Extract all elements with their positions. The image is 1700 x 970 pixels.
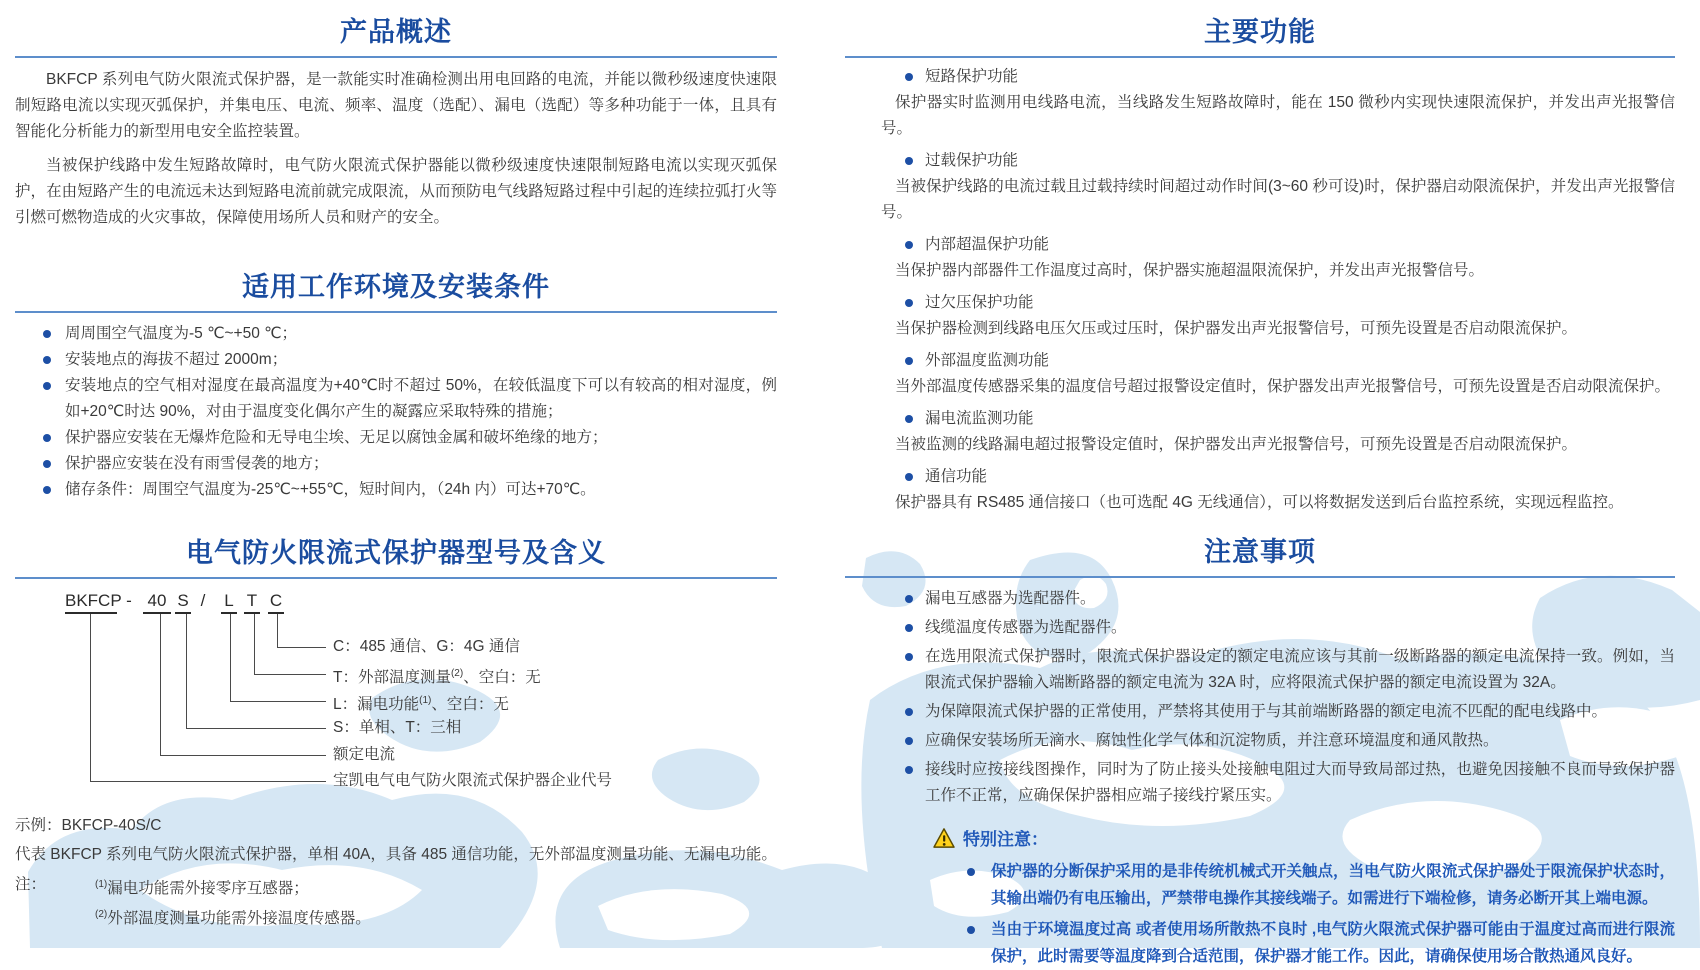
special-bullet-list <box>845 858 1675 970</box>
list-item: 线缆温度传感器为选配器件。 <box>845 615 1675 641</box>
function-list <box>845 64 1675 516</box>
model-code-part: L <box>221 591 237 614</box>
model-code-label: 宝凯电气电气防火限流式保护器企业代号 <box>333 772 613 789</box>
note-label: 注： <box>15 876 47 893</box>
title-underline <box>15 311 777 313</box>
title-underline <box>15 56 777 58</box>
model-example: 示例：BKFCP-40S/C <box>15 817 162 834</box>
list-item: 接线时应按接线图操作，同时为了防止接头处接触电阻过大而导致局部过热，也避免因接触不良而导致保护器工作不正常，应确保保护器相应端子接线拧紧压实。 <box>845 757 1675 809</box>
section-title-environment: 适用工作环境及安装条件 <box>242 272 550 302</box>
model-code-label: L：漏电功能$^{(1)}$、空白：无 <box>333 695 509 714</box>
list-item: 漏电互感器为选配器件。 <box>845 586 1675 612</box>
model-code-part: T <box>244 591 260 614</box>
note-item: $^{(1)}$漏电功能需外接零序互感器； <box>95 879 309 898</box>
function-name: 漏电流监测功能 <box>845 406 1675 432</box>
page-right <box>845 0 1675 970</box>
title-underline <box>845 576 1675 578</box>
list-item: 应确保安装场所无滴水、腐蚀性化学气体和沉淀物质，并注意环境温度和通风散热。 <box>845 728 1675 754</box>
list-item: 在选用限流式保护器时，限流式保护器设定的额定电流应该与其前一级断路器的额定电流保持一致。例如，当限流式保护器输入端断路器的额定电流为 32A 时，应将限流式保护器的额定电流设置为 32A。 <box>845 644 1675 696</box>
function-name: 过欠压保护功能 <box>845 290 1675 316</box>
note-item: $^{(2)}$外部温度测量功能需外接温度传感器。 <box>95 909 371 928</box>
function-name: 外部温度监测功能 <box>845 348 1675 374</box>
model-code-label: S：单相、T：三相 <box>333 719 462 736</box>
warning-triangle-icon <box>933 828 955 848</box>
section-title-precautions: 注意事项 <box>1204 537 1316 567</box>
model-code-separator: / <box>200 591 206 610</box>
special-attention-title: 特别注意： <box>963 830 1048 849</box>
connector-line <box>90 614 326 782</box>
list-item: 储存条件：周围空气温度为-25℃~+55℃，短时间内，（24h 内）可达+70℃。 <box>15 477 777 503</box>
function-name: 内部超温保护功能 <box>845 232 1675 258</box>
overview-paragraph: 当被保护线路中发生短路故障时，电气防火限流式保护器能以微秒级速度快速限制短路电流以实现灭弧保护，在由短路产生的电流远未达到短路电流前就完成限流，从而预防电气线路短路过程中引起的连续拉弧打火等引燃可燃物造成的火灾事故，保障使用场所人员和财产的安全。 <box>15 157 777 226</box>
list-item: 保护器的分断保护采用的是非传统机械式开关触点，当电气防火限流式保护器处于限流保护状态时，其输出端仍有电压输出，严禁带电操作其接线端子。如需进行下端检修，请务必断开其上端电源。 <box>845 858 1675 912</box>
model-code-part: C <box>268 591 284 614</box>
function-description: 当被监测的线路漏电超过报警设定值时，保护器发出声光报警信号，可预先设置是否启动限流保护。 <box>895 436 1578 453</box>
function-description: 当保护器检测到线路电压欠压或过压时，保护器发出声光报警信号，可预先设置是否启动限流保护。 <box>895 320 1578 337</box>
model-code-label: C：485 通信、G：4G 通信 <box>333 638 520 655</box>
model-code-part: 40 <box>143 591 171 614</box>
special-attention-section <box>845 825 1675 970</box>
function-description: 保护器实时监测用电线路电流，当线路发生短路故障时，能在 150 微秒内实现快速限流保护，并发出声光报警信号。 <box>881 94 1675 137</box>
title-underline <box>15 577 777 579</box>
model-code-label: 额定电流 <box>333 746 396 763</box>
model-code-separator: - <box>126 591 132 610</box>
model-code-label: T：外部温度测量$^{(2)}$、空白：无 <box>333 668 541 687</box>
list-item: 安装地点的海拔不超过 2000m； <box>15 347 777 373</box>
section-title-overview: 产品概述 <box>340 17 452 47</box>
list-item: 周周围空气温度为-5 ℃~+50 ℃； <box>15 321 777 347</box>
function-description: 当外部温度传感器采集的温度信号超过报警设定值时，保护器发出声光报警信号，可预先设置是否启动限流保护。 <box>895 378 1671 395</box>
function-name: 过载保护功能 <box>845 148 1675 174</box>
section-title-model: 电气防火限流式保护器型号及含义 <box>186 538 606 568</box>
function-description: 当被保护线路的电流过载且过载持续时间超过动作时间(3~60 秒可设)时，保护器启动限流保护，并发出声光报警信号。 <box>881 178 1675 221</box>
overview-paragraph: BKFCP 系列电气防火限流式保护器，是一款能实时准确检测出用电回路的电流，并能以微秒级速度快速限制短路电流以实现灭弧保护，并集电压、电流、频率、温度（选配）、漏电（选配）等多种功能于一体，且具有智能化分析能力的新型用电安全监控装置。 <box>15 71 777 140</box>
precaution-bullet-list <box>845 586 1675 809</box>
list-item: 保护器应安装在没有雨雪侵袭的地方； <box>15 451 777 477</box>
function-description: 保护器具有 RS485 通信接口（也可选配 4G 无线通信），可以将数据发送到后台监控系统，实现远程监控。 <box>895 494 1624 511</box>
model-example-description: 代表 BKFCP 系列电气防火限流式保护器，单相 40A，具备 485 通信功能，无外部温度测量功能、无漏电功能。 <box>15 846 777 863</box>
model-code-part: BKFCP <box>65 591 117 614</box>
model-notes <box>15 872 777 932</box>
list-item: 安装地点的空气相对湿度在最高温度为+40℃时不超过 50%，在较低温度下可以有较高的相对湿度，例如+20℃时达 90%，对由于温度变化偶尔产生的凝露应采取特殊的措施； <box>15 373 777 425</box>
function-description: 当保护器内部器件工作温度过高时，保护器实施超温限流保护，并发出声光报警信号。 <box>895 262 1485 279</box>
list-item: 保护器应安装在无爆炸危险和无导电尘埃、无足以腐蚀金属和破坏绝缘的地方； <box>15 425 777 451</box>
environment-bullet-list <box>15 321 777 503</box>
model-code-part: S <box>175 591 191 614</box>
model-code-diagram <box>15 583 777 805</box>
function-name: 通信功能 <box>845 464 1675 490</box>
section-title-functions: 主要功能 <box>1204 17 1316 47</box>
title-underline <box>845 56 1675 58</box>
list-item: 当由于环境温度过高 或者使用场所散热不良时 ,电气防火限流式保护器可能由于温度过高而进行限流保护，此时需要等温度降到合适范围，保护器才能工作。因此，请确保使用场合散热通风良好。 <box>845 916 1675 970</box>
page-left <box>15 0 777 932</box>
function-name: 短路保护功能 <box>845 64 1675 90</box>
list-item: 为保障限流式保护器的正常使用，严禁将其使用于与其前端断路器的额定电流不匹配的配电线路中。 <box>845 699 1675 725</box>
